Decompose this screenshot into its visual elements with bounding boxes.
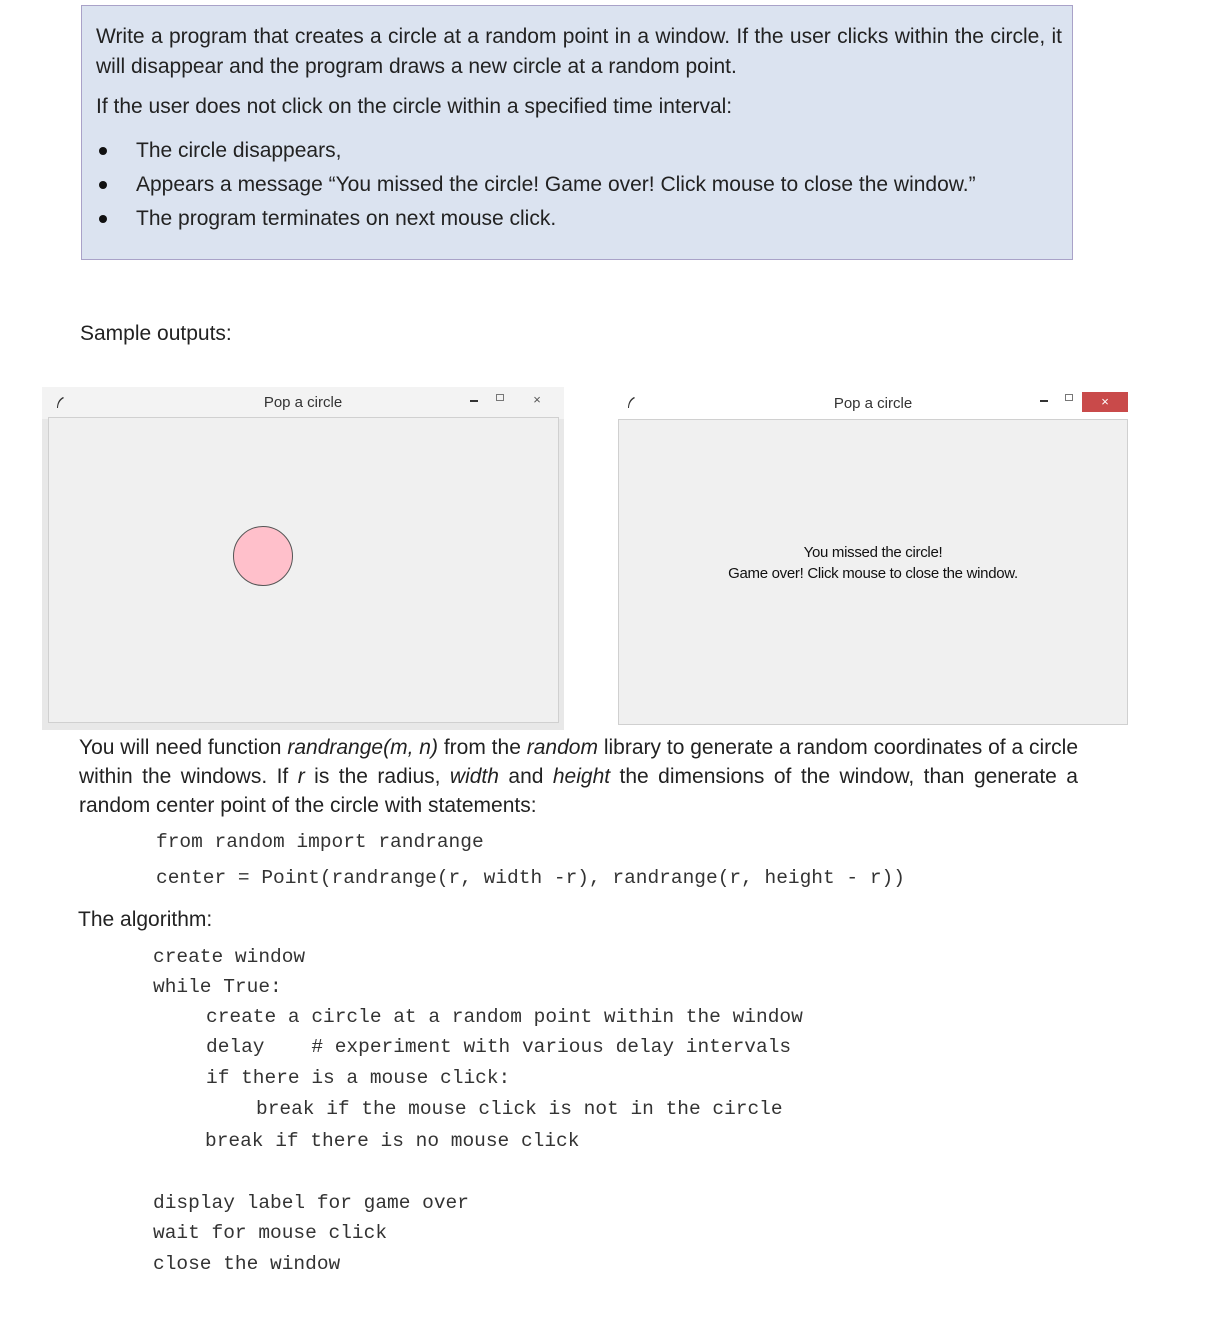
algo-line: delay # experiment with various delay intervals (206, 1036, 792, 1058)
close-button[interactable]: × (533, 392, 541, 407)
sample-window-game-over (612, 387, 1134, 732)
minimize-button[interactable] (470, 400, 478, 402)
problem-condition: If the user does not click on the circle within a specified time interval: (96, 95, 733, 118)
window-titlebar (42, 387, 564, 419)
maximize-button[interactable] (1065, 394, 1073, 401)
algo-line: create a circle at a random point within the window (206, 1006, 803, 1028)
window-title: Pop a circle (833, 395, 913, 412)
window-canvas[interactable] (618, 419, 1128, 725)
algo-line: wait for mouse click (153, 1222, 388, 1244)
func-name: randrange(m, n) (287, 736, 438, 759)
algo-line: if there is a mouse click: (206, 1067, 511, 1089)
bullet-icon (99, 181, 107, 189)
window-titlebar (612, 387, 1134, 419)
code-import-line: from random import randrange (156, 831, 484, 853)
bullet-icon (99, 147, 107, 155)
problem-paragraph: Write a program that creates a circle at a random point in a window. If the user clicks within the circle, it will disappear and the program draws a new circle at a random point. (96, 25, 1062, 78)
bullet-icon (99, 215, 107, 223)
minimize-button[interactable] (1040, 400, 1048, 402)
list-item: The circle disappears, (82, 134, 976, 168)
algo-line: break if the mouse click is not in the circle (256, 1098, 783, 1120)
list-item: The program terminates on next mouse click. (82, 202, 976, 236)
close-button[interactable]: × (1082, 392, 1128, 412)
problem-box (81, 5, 1073, 260)
instructions-paragraph: You will need function randrange(m, n) from the random library to generate a random coordinates of a circle within the windows. If r is the radius, width and height the dimensions of the window, than generate a random center point of the circle with statements: (79, 736, 1078, 817)
sample-window-circle (42, 387, 564, 730)
maximize-button[interactable] (496, 394, 504, 401)
library-name: random (526, 736, 598, 759)
game-over-message: You missed the circle! Game over! Click mouse to close the window. (728, 544, 1018, 582)
bullet-list (82, 134, 976, 236)
algo-line: close the window (153, 1253, 341, 1275)
target-circle[interactable] (233, 526, 293, 586)
list-item: Appears a message “You missed the circle! Game over! Click mouse to close the window.” (82, 168, 976, 202)
algo-line: display label for game over (153, 1192, 469, 1214)
sample-outputs-label: Sample outputs: (80, 322, 232, 345)
window-canvas[interactable] (48, 417, 559, 723)
algo-line: while True: (153, 976, 282, 998)
algorithm-label: The algorithm: (78, 908, 213, 931)
window-title: Pop a circle (263, 394, 343, 411)
algo-line: break if there is no mouse click (205, 1130, 580, 1152)
code-center-line: center = Point(randrange(r, width -r), randrange(r, height - r)) (156, 867, 905, 889)
algo-line: create window (153, 946, 306, 968)
